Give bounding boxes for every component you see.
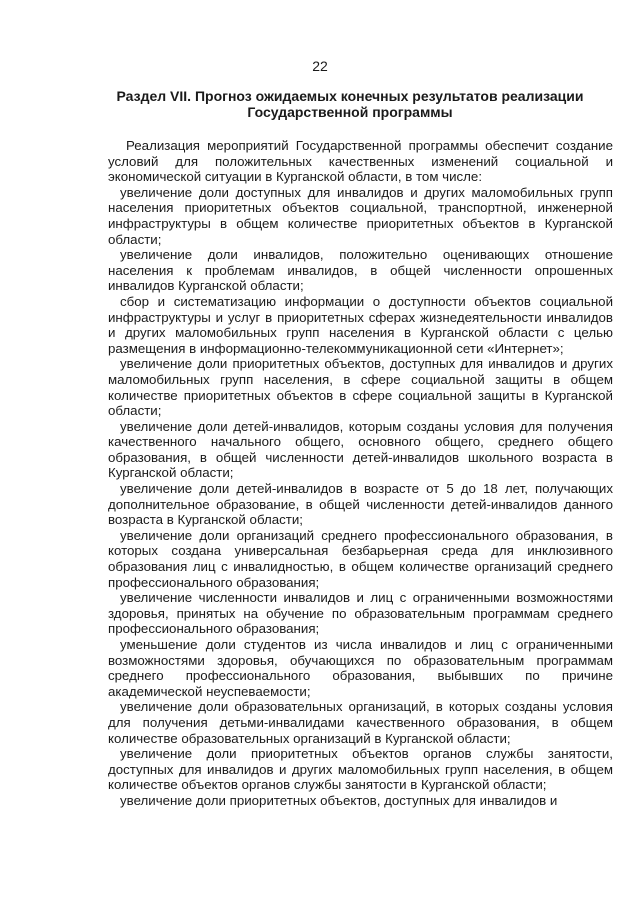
paragraph: сбор и систематизацию информации о доступности объектов социальной инфраструктуры и услуг в приоритетных сферах жизнедеятельности инвалидов и других маломобильных групп населения в Курганской области с целью размещения в информационно-телекоммуникационной сети «Интернет»; bbox=[108, 293, 613, 356]
page-number: 22 bbox=[312, 58, 328, 74]
paragraph-truncated: увеличение доли приоритетных объектов, доступных для инвалидов и bbox=[120, 792, 558, 808]
paragraph: увеличение доли детей-инвалидов в возрасте от 5 до 18 лет, получающих дополнительное образование, в общей численности детей-инвалидов данного возраста в Курганской области; bbox=[108, 481, 613, 528]
paragraph: увеличение доли инвалидов, положительно оценивающих отношение населения к проблемам инвалидов, в общей численности опрошенных инвалидов Курганской области; bbox=[108, 247, 613, 294]
section-title bbox=[100, 88, 600, 120]
section-title-line-2: Государственной программы bbox=[247, 104, 453, 120]
paragraph: увеличение доли доступных для инвалидов и других маломобильных групп населения приоритетных объектов социальной, транспортной, инженерной инфраструктуры в общем количестве приоритетных объектов в Курганской области; bbox=[108, 184, 613, 247]
section-title-line-1: Раздел VII. Прогноз ожидаемых конечных результатов реализации bbox=[116, 88, 584, 104]
paragraph: увеличение доли организаций среднего профессионального образования, в которых создана универсальная безбарьерная среда для инклюзивного образования лиц с инвалидностью, в общем количестве организаций среднего профессионального образования; bbox=[108, 527, 613, 590]
paragraph: увеличение доли детей-инвалидов, которым созданы условия для получения качественного начального общего, основного общего, среднего общего образования, в общей численности детей-инвалидов школьного возраста в Курганской области; bbox=[108, 418, 613, 481]
paragraph: увеличение численности инвалидов и лиц с ограниченными возможностями здоровья, принятых на обучение по образовательным программам среднего профессионального образования; bbox=[108, 590, 613, 637]
paragraph: увеличение доли образовательных организаций, в которых созданы условия для получения детьми-инвалидами качественного образования, в общем количестве образовательных организаций в Курганской области; bbox=[108, 699, 613, 746]
paragraph: увеличение доли приоритетных объектов органов службы занятости, доступных для инвалидов и других маломобильных групп населения, в общем количестве объектов органов службы занятости в Курганской области; bbox=[108, 746, 613, 793]
paragraph: уменьшение доли студентов из числа инвалидов и лиц с ограниченными возможностями здоровья, обучающихся по образовательным программам среднего профессионального образования, выбывших по причине академической неуспеваемости; bbox=[108, 637, 613, 699]
paragraph-intro: Реализация мероприятий Государственной программы обеспечит создание условий для положительных качественных изменений социальной и экономической ситуации в Курганской области, в том числе: bbox=[108, 138, 613, 185]
paragraph: увеличение доли приоритетных объектов, доступных для инвалидов и других маломобильных групп населения, в сфере социальной защиты в общем количестве приоритетных объектов в сфере социальной защиты в Курганской области; bbox=[108, 356, 613, 419]
body-text bbox=[108, 138, 613, 809]
